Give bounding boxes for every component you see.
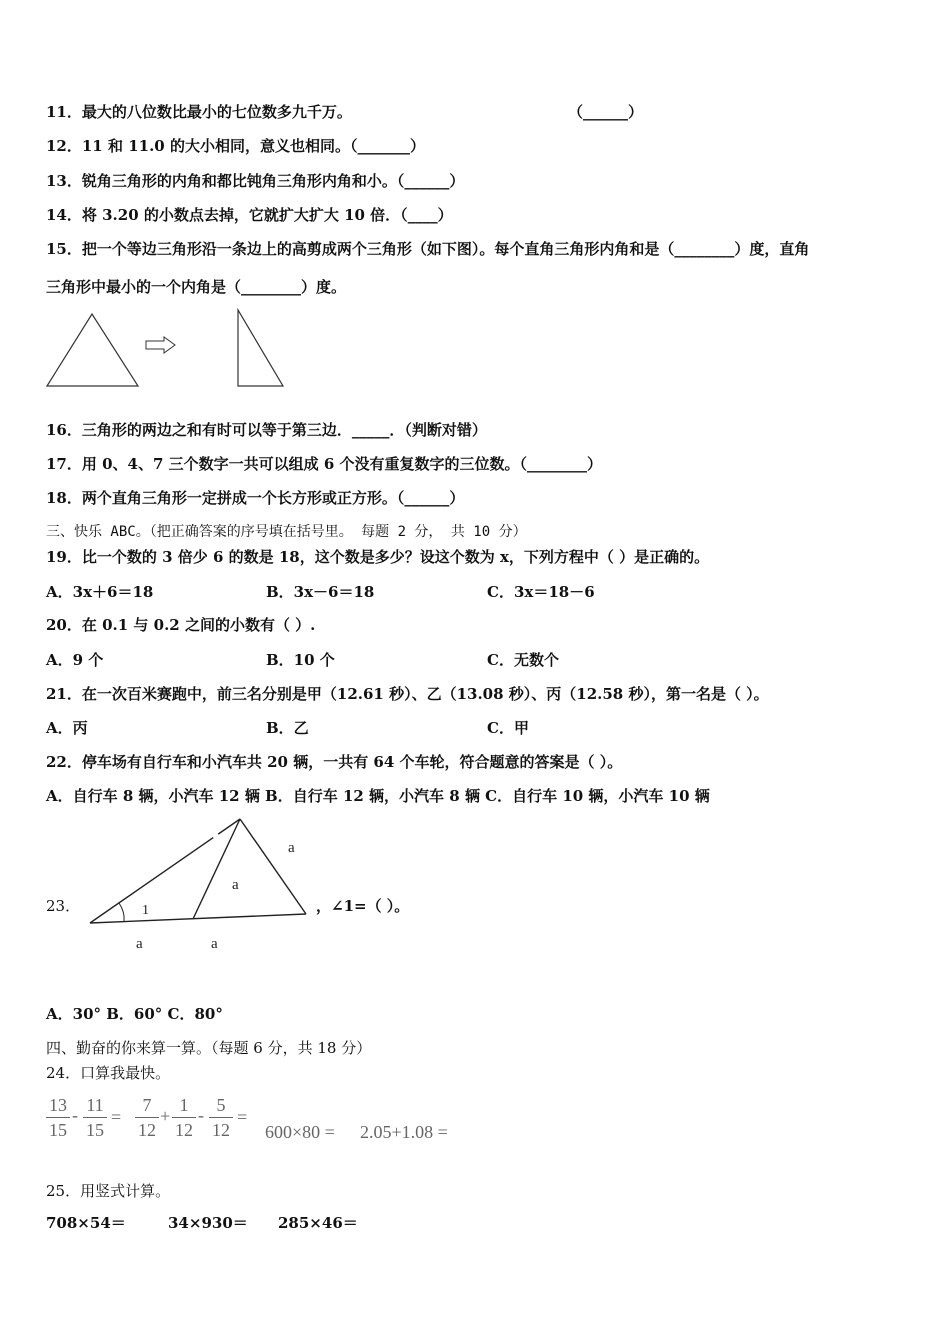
question-21: 21．在一次百米赛跑中，前三名分别是甲（12.61 秒）、乙（13.08 秒）、丙（12.58 秒），第一名是（ ）。 [46, 685, 769, 703]
fraction-11-15: 11 15 [83, 1095, 107, 1140]
section-4-heading: 四、勤奋的你来算一算。（每题 6 分，共 18 分） [46, 1039, 372, 1057]
minus-sign: - [72, 1105, 78, 1125]
expr-600x80: 600×80 = [265, 1122, 335, 1142]
question-15-line1: 15．把一个等边三角形沿一条边上的高剪成两个三角形（如下图）。每个直角三角形内角和是（________）度，直角 [46, 240, 810, 258]
angle-1-arc [119, 903, 124, 921]
equilateral-triangle [47, 314, 138, 386]
calc-34x930: 34×930＝ [168, 1214, 248, 1232]
question-15-line2: 三角形中最小的一个内角是（________）度。 [46, 278, 347, 296]
question-23-number: 23． [46, 897, 81, 915]
q23-triangle-figure [80, 810, 320, 960]
q19-option-b[interactable]: B．3x－6＝18 [266, 583, 375, 601]
question-13: 13．锐角三角形的内角和都比钝角三角形内角和小。（______） [46, 172, 465, 190]
q20-option-b[interactable]: B．10 个 [266, 651, 335, 669]
minus-sign-2: - [198, 1105, 204, 1125]
question-20: 20．在 0.1 与 0.2 之间的小数有（ ）. [46, 616, 316, 634]
fraction-7-12: 7 12 [135, 1095, 159, 1140]
q20-option-a[interactable]: A．9 个 [46, 651, 104, 669]
fraction-1-12: 1 12 [172, 1095, 196, 1140]
equals-sign-2: = [237, 1107, 248, 1127]
right-arrow-icon [146, 337, 175, 353]
q22-options[interactable]: A．自行车 8 辆，小汽车 12 辆 B．自行车 12 辆，小汽车 8 辆 C．自行车 10 辆，小汽车 10 辆 [46, 787, 710, 805]
q20-option-c[interactable]: C．无数个 [487, 651, 559, 669]
question-16: 16．三角形的两边之和有时可以等于第三边．_____．（判断对错） [46, 421, 487, 439]
label-bottom-right: a [211, 936, 218, 952]
fraction-13-15: 13 15 [46, 1095, 70, 1140]
question-22: 22．停车场有自行车和小汽车共 20 辆，一共有 64 个车轮，符合题意的答案是（ ）。 [46, 753, 623, 771]
question-19: 19．比一个数的 3 倍少 6 的数是 18，这个数是多少？设这个数为 x，下列方程中（ ）是正确的。 [46, 548, 710, 566]
label-bottom-left: a [136, 936, 143, 952]
fraction-5-12: 5 12 [209, 1095, 233, 1140]
q23-options[interactable]: A．30° B．60° C．80° [46, 1005, 223, 1023]
question-18: 18．两个直角三角形一定拼成一个长方形或正方形。（______） [46, 489, 465, 507]
label-angle-1: 1 [142, 903, 149, 918]
expr-2-05-plus-1-08: 2.05+1.08 = [360, 1122, 448, 1142]
q21-option-b[interactable]: B．乙 [266, 719, 309, 737]
question-14: 14．将 3.20 的小数点去掉，它就扩大扩大 10 倍．（____） [46, 206, 453, 224]
question-17: 17．用 0、4、7 三个数字一共可以组成 6 个没有重复数字的三位数。（________） [46, 455, 603, 473]
q19-option-a[interactable]: A．3x＋6＝18 [46, 583, 154, 601]
question-23-text: ，∠1=（ ）。 [316, 897, 410, 915]
q19-option-c[interactable]: C．3x＝18－6 [487, 583, 595, 601]
q21-option-c[interactable]: C．甲 [487, 719, 529, 737]
question-24: 24．口算我最快。 [46, 1064, 171, 1082]
q15-figure [40, 305, 300, 395]
label-middle: a [232, 877, 239, 893]
section-3-heading: 三、快乐 ABC。（把正确答案的序号填在括号里。 每题 2 分， 共 10 分） [46, 524, 527, 540]
equals-sign: = [111, 1107, 122, 1127]
q21-option-a[interactable]: A．丙 [46, 719, 88, 737]
question-25: 25．用竖式计算。 [46, 1182, 171, 1200]
answer-blank-11[interactable]: （______） [568, 103, 644, 121]
calc-285x46: 285×46＝ [278, 1214, 358, 1232]
right-triangle [238, 310, 283, 386]
label-top-right: a [288, 840, 295, 856]
question-11: 11．最大的八位数比最小的七位数多九千万。 [46, 103, 352, 121]
calc-708x54: 708×54＝ [46, 1214, 126, 1232]
question-12: 12．11 和 11.0 的大小相同，意义也相同。（_______） [46, 137, 425, 155]
plus-sign: + [160, 1106, 171, 1126]
